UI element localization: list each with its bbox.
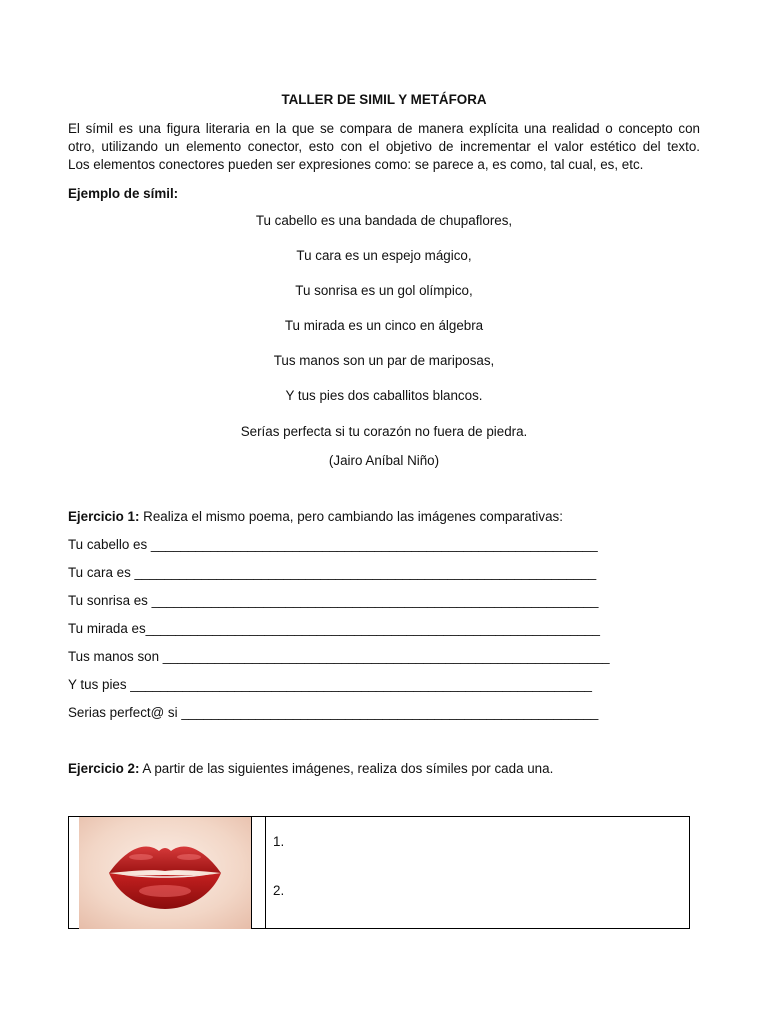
poem-line-3: Tu sonrisa es un gol olímpico, bbox=[295, 283, 473, 298]
answer-1[interactable]: 1. bbox=[273, 834, 285, 849]
lips-illustration bbox=[79, 817, 251, 929]
exercise1-line-mirada[interactable]: Tu mirada es_____________________________________________________________ bbox=[68, 621, 600, 636]
exercise1-line-sonrisa[interactable]: Tu sonrisa es ____________________________________________________________ bbox=[68, 593, 599, 608]
poem-line-5: Tus manos son un par de mariposas, bbox=[273, 353, 495, 368]
exercise2-label: Ejercicio 2: bbox=[68, 761, 140, 776]
intro-line-3: Los elementos conectores pueden ser expresiones como: se parece a, es como, tal cual, es, etc. bbox=[68, 157, 644, 172]
page-title: TALLER DE SIMIL Y METÁFORA bbox=[281, 92, 487, 107]
poem-author: (Jairo Aníbal Niño) bbox=[328, 453, 440, 468]
answer-2[interactable]: 2. bbox=[273, 883, 285, 898]
exercise1-line-cara[interactable]: Tu cara es ______________________________________________________________ bbox=[68, 565, 597, 580]
exercise2-heading bbox=[68, 761, 553, 776]
intro-line-2: otro, utilizando un elemento conector, esto con el objetivo de incrementar el valor estético del texto. bbox=[68, 139, 700, 154]
poem-line-6: Y tus pies dos caballitos blancos. bbox=[285, 388, 483, 403]
exercise1-instruction: Realiza el mismo poema, pero cambiando las imágenes comparativas: bbox=[139, 509, 563, 524]
exercise1-line-perfect[interactable]: Serias perfect@ si ________________________________________________________ bbox=[68, 705, 599, 720]
exercise1-line-cabello[interactable]: Tu cabello es ____________________________________________________________ bbox=[68, 537, 598, 552]
poem-line-7: Serías perfecta si tu corazón no fuera de piedra. bbox=[240, 424, 528, 439]
exercise1-line-pies[interactable]: Y tus pies ______________________________________________________________ bbox=[68, 677, 593, 692]
exercise2-table bbox=[68, 816, 690, 929]
example-heading-label: Ejemplo de símil: bbox=[68, 186, 179, 201]
exercise1-line-manos[interactable]: Tus manos son ____________________________________________________________ bbox=[68, 649, 610, 664]
exercise1-label: Ejercicio 1: bbox=[68, 509, 140, 524]
poem-line-2: Tu cara es un espejo mágico, bbox=[296, 248, 472, 263]
intro-line-1: El símil es una figura literaria en la que se compara de manera explícita una realidad o concepto con bbox=[68, 121, 700, 136]
exercise2-instruction: A partir de las siguientes imágenes, realiza dos símiles por cada una. bbox=[139, 761, 554, 776]
table-inner-border bbox=[251, 817, 252, 928]
poem-line-4: Tu mirada es un cinco en álgebra bbox=[284, 318, 484, 333]
lips-image bbox=[79, 817, 251, 929]
poem-line-1: Tu cabello es una bandada de chupaflores, bbox=[255, 213, 513, 228]
example-heading bbox=[68, 186, 178, 201]
exercise1-heading bbox=[68, 509, 563, 524]
intro-paragraph bbox=[68, 120, 700, 174]
table-column-divider bbox=[265, 817, 266, 928]
